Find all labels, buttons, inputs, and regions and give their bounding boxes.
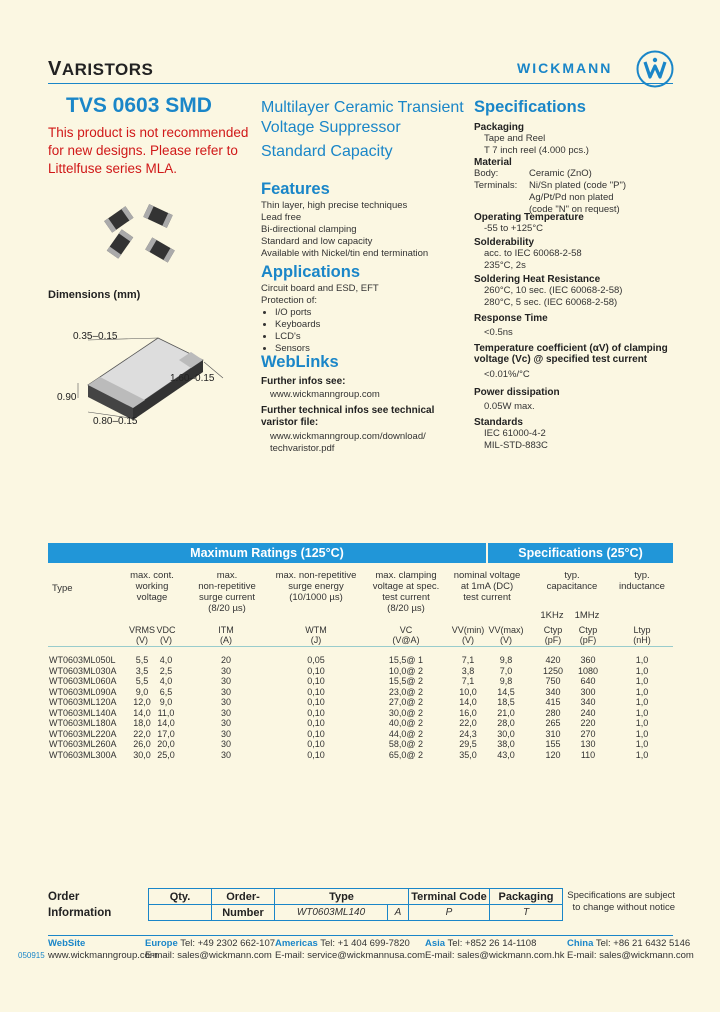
value-cell: 0,10 <box>307 707 325 718</box>
value-cell: 30 <box>220 686 231 697</box>
type-cell: WT0603ML180A <box>49 718 117 728</box>
value-cell: 30 <box>220 707 231 718</box>
value-cell: 9,0 <box>135 686 149 697</box>
unit-cell: (V) <box>500 635 512 645</box>
value-cell: 16,0 <box>459 707 477 718</box>
qty-field[interactable] <box>149 905 212 921</box>
col-clamp-header: max. clamping voltage at spec. test current (8/20 µs) <box>372 570 440 614</box>
value-cell: 17,0 <box>157 728 175 739</box>
value-cell: 29,5 <box>459 739 477 749</box>
dim-length-label: 1.60–0.15 <box>170 373 215 384</box>
value-cell: 7,0 <box>499 665 513 676</box>
value-cell: 0,10 <box>307 676 325 686</box>
value-cell: 310 <box>545 728 561 739</box>
specifications-list: Packaging Tape and Reel T 7 inch reel (4.000 pcs.) Material Body: Ceramic (ZnO) Terminals: Ni/Sn plated (code "P") Ag/Pt/Pd non plated (code "N" on request) Operating Temperature -55 to +125°C Solderability acc. to IEC 60068-2-58 235°C, 2s Soldering Heat Resistance 260°C, 10 sec. (IEC 60068-2-58) 280°C, 5 sec. (IEC 60068-2-58) Response Time <0.5ns Temperature coefficient (αV) of clamping voltage (Vc) @ specified test current <0.01%/°C Power dissipation 0.05W max. Standards IEC 61000-4-2 MIL-STD-883C <box>474 122 668 451</box>
order-information-label: Order Information <box>48 891 112 919</box>
further-technical-label: Further technical infos see technical varistor file: <box>261 405 435 428</box>
value-cell: 0,10 <box>307 749 325 760</box>
order-header: Order- <box>212 889 275 905</box>
symbol-cell: VRMS <box>128 625 155 635</box>
value-cell: 130 <box>580 739 596 749</box>
footer-rule <box>48 935 673 936</box>
value-cell: 27,0@ 2 <box>388 697 424 707</box>
value-cell: 65,0@ 2 <box>388 749 424 760</box>
value-cell: 1,0 <box>635 718 649 728</box>
value-cell: 44,0@ 2 <box>388 728 424 739</box>
footer-website: WebSite www.wickmanngroup.com <box>48 938 158 961</box>
footer-china: China Tel: +86 21 6432 5146 E-mail: sales@wickmann.com <box>567 938 694 961</box>
value-cell: 24,3 <box>459 728 477 739</box>
value-cell: 1,0 <box>635 655 649 665</box>
symbol-cell: ITM <box>218 625 234 635</box>
value-cell: 22,0 <box>459 718 477 728</box>
value-cell: 1,0 <box>635 676 649 686</box>
table-row <box>48 666 673 676</box>
value-cell: 4,0 <box>159 676 173 686</box>
value-cell: 10,0@ 2 <box>388 665 424 676</box>
value-cell: 0,10 <box>307 665 325 676</box>
table-row <box>48 750 673 760</box>
symbol-cell: VV(min) <box>451 625 485 635</box>
table-row <box>48 739 673 749</box>
chip-components-image <box>100 200 190 270</box>
further-infos-label: Further infos see: <box>261 376 346 387</box>
value-cell: 11,0 <box>157 707 175 718</box>
symbol-cell: VC <box>399 625 413 635</box>
value-cell: 220 <box>580 718 596 728</box>
type-cell: WT0603ML140A <box>49 707 117 718</box>
type-cell: WT0603ML300A <box>49 749 117 760</box>
col-working-header: max. cont. working voltage <box>130 570 174 603</box>
value-cell: 3,8 <box>461 665 475 676</box>
freq-1mhz-label: 1MHz <box>574 610 600 621</box>
symbol-cell: WTM <box>305 625 327 635</box>
table-row <box>48 718 673 728</box>
value-cell: 265 <box>545 718 561 728</box>
value-cell: 15,5@ 2 <box>388 676 424 686</box>
type-value: WT0603ML140 <box>275 905 388 921</box>
type-cell: WT0603ML220A <box>49 728 117 739</box>
value-cell: 30 <box>220 665 231 676</box>
type-cell: WT0603ML050L <box>49 655 116 665</box>
max-ratings-header: Maximum Ratings (125°C) <box>48 543 486 563</box>
table-row <box>48 708 673 718</box>
unit-cell: (V) <box>160 635 172 645</box>
value-cell: 5,5 <box>135 676 149 686</box>
value-cell: 3,5 <box>135 665 149 676</box>
symbol-cell: Ltyp <box>633 625 651 635</box>
unit-row <box>48 635 673 645</box>
value-cell: 1,0 <box>635 665 649 676</box>
value-cell: 58,0@ 2 <box>388 739 424 749</box>
unit-cell: (V) <box>462 635 474 645</box>
value-cell: 5,5 <box>135 655 149 665</box>
value-cell: 270 <box>580 728 596 739</box>
symbol-cell: VV(max) <box>488 625 524 635</box>
value-cell: 110 <box>580 749 596 760</box>
specifications-title: Specifications <box>474 98 586 116</box>
value-cell: 750 <box>545 676 561 686</box>
value-cell: 43,0 <box>497 749 515 760</box>
value-cell: 2,5 <box>159 665 173 676</box>
value-cell: 14,0 <box>157 718 175 728</box>
value-cell: 30 <box>220 739 231 749</box>
value-cell: 0,10 <box>307 728 325 739</box>
symbol-cell: Ctyp <box>578 625 598 635</box>
value-cell: 9,8 <box>499 676 513 686</box>
value-cell: 26,0 <box>133 739 151 749</box>
table-row <box>48 697 673 707</box>
value-cell: 1,0 <box>635 686 649 697</box>
value-cell: 1250 <box>542 665 564 676</box>
value-cell: 23,0@ 2 <box>388 686 424 697</box>
packaging-value: T <box>490 905 563 921</box>
value-cell: 20 <box>220 655 231 665</box>
value-cell: 10,0 <box>459 686 477 697</box>
qty-header: Qty. <box>149 889 212 905</box>
type-cell: WT0603ML090A <box>49 686 117 697</box>
value-cell: 30,0@ 2 <box>388 707 424 718</box>
number-header: Number <box>212 905 275 921</box>
table-row <box>48 729 673 739</box>
dim-height-label: 0.90 <box>57 392 77 403</box>
value-cell: 14,0 <box>133 707 151 718</box>
value-cell: 9,0 <box>159 697 173 707</box>
value-cell: 30 <box>220 697 231 707</box>
value-cell: 1,0 <box>635 707 649 718</box>
weblink-1[interactable]: www.wickmanngroup.com <box>270 389 380 400</box>
value-cell: 7,1 <box>461 655 475 665</box>
unit-cell: (nH) <box>633 635 651 645</box>
value-cell: 0,05 <box>307 655 325 665</box>
table-row <box>48 687 673 697</box>
value-cell: 18,0 <box>133 718 151 728</box>
type-suffix-value: A <box>388 905 409 921</box>
value-cell: 35,0 <box>459 749 477 760</box>
applications-title: Applications <box>261 263 361 281</box>
value-cell: 240 <box>580 707 596 718</box>
value-cell: 15,5@ 1 <box>388 655 424 665</box>
value-cell: 340 <box>580 697 596 707</box>
symbol-cell: Ctyp <box>543 625 563 635</box>
value-cell: 30 <box>220 718 231 728</box>
value-cell: 360 <box>580 655 596 665</box>
specifications-note: Specifications are subject to change without notice <box>567 890 675 913</box>
footer-date: 050915 <box>18 951 45 960</box>
applications-list: Circuit board and ESD, EFT Protection of: • I/O ports • Keyboards • LCD's • Sensors <box>261 283 379 355</box>
symbol-cell: VDC <box>156 625 176 635</box>
unit-cell: (J) <box>310 635 322 645</box>
dim-width-label: 0.35–0.15 <box>73 331 118 342</box>
packaging-header: Packaging <box>490 889 563 905</box>
col-energy-header: max. non-repetitive surge energy (10/1000 µs) <box>275 570 357 603</box>
col-type-header: Type <box>52 583 73 594</box>
specifications-header: Specifications (25°C) <box>488 543 673 563</box>
value-cell: 25,0 <box>157 749 175 760</box>
terminal-code-header: Terminal Code <box>409 889 490 905</box>
value-cell: 0,10 <box>307 686 325 697</box>
table-rule <box>48 646 673 647</box>
value-cell: 280 <box>545 707 561 718</box>
type-header: Type <box>275 889 409 905</box>
table-row <box>48 676 673 686</box>
capacity-label: Standard Capacity <box>261 143 393 160</box>
value-cell: 415 <box>545 697 561 707</box>
dim-depth-label: 0.80–0.15 <box>93 416 138 427</box>
value-cell: 7,1 <box>461 676 475 686</box>
value-cell: 18,5 <box>497 697 515 707</box>
type-cell: WT0603ML260A <box>49 739 117 749</box>
type-cell: WT0603ML060A <box>49 676 117 686</box>
value-cell: 38,0 <box>497 739 515 749</box>
value-cell: 155 <box>545 739 561 749</box>
symbol-row <box>48 625 673 635</box>
value-cell: 6,5 <box>159 686 173 697</box>
unit-cell: (pF) <box>544 635 562 645</box>
weblinks-title: WebLinks <box>261 353 339 371</box>
freq-1khz-label: 1KHz <box>540 610 564 621</box>
value-cell: 12,0 <box>133 697 151 707</box>
value-cell: 21,0 <box>497 707 515 718</box>
value-cell: 30 <box>220 676 231 686</box>
table-row <box>48 655 673 665</box>
unit-cell: (V@A) <box>392 635 420 645</box>
type-cell: WT0603ML120A <box>49 697 117 707</box>
col-capacitance-header: typ. capacitance <box>546 570 598 592</box>
product-description: Multilayer Ceramic Transient Voltage Suppressor <box>261 99 464 136</box>
not-recommended-warning: This product is not recommended for new designs. Please refer to Littelfuse series MLA. <box>48 125 249 176</box>
header-rule <box>48 83 673 84</box>
col-nominal-header: nominal voltage at 1mA (DC) test current <box>453 570 521 603</box>
value-cell: 1,0 <box>635 739 649 749</box>
value-cell: 14,5 <box>497 686 515 697</box>
value-cell: 30 <box>220 749 231 760</box>
col-surge-header: max. non-repetitive surge current (8/20 µs) <box>198 570 256 614</box>
brand-name: WICKMANN <box>517 60 613 76</box>
unit-cell: (A) <box>220 635 232 645</box>
value-cell: 40,0@ 2 <box>388 718 424 728</box>
type-cell: WT0603ML030A <box>49 665 117 676</box>
value-cell: 120 <box>545 749 561 760</box>
value-cell: 14,0 <box>459 697 477 707</box>
col-inductance-header: typ. inductance <box>619 570 665 592</box>
value-cell: 640 <box>580 676 596 686</box>
value-cell: 1,0 <box>635 749 649 760</box>
value-cell: 30 <box>220 728 231 739</box>
value-cell: 0,10 <box>307 739 325 749</box>
value-cell: 1,0 <box>635 728 649 739</box>
value-cell: 1,0 <box>635 697 649 707</box>
value-cell: 20,0 <box>157 739 175 749</box>
terminal-code-value: P <box>409 905 490 921</box>
features-title: Features <box>261 180 330 198</box>
value-cell: 0,10 <box>307 697 325 707</box>
value-cell: 300 <box>580 686 596 697</box>
unit-cell: (V) <box>136 635 148 645</box>
value-cell: 340 <box>545 686 561 697</box>
section-title: VARISTORS <box>48 58 154 80</box>
dimensions-title: Dimensions (mm) <box>48 289 141 301</box>
value-cell: 30,0 <box>133 749 151 760</box>
product-title: TVS 0603 SMD <box>66 94 212 117</box>
value-cell: 4,0 <box>159 655 173 665</box>
order-table <box>148 888 563 921</box>
footer-asia: Asia Tel: +852 26 14-1108 E-mail: sales@wickmann.com.hk <box>425 938 565 961</box>
features-list: Thin layer, high precise techniques Lead free Bi-directional clamping Standard and low capacity Available with Nickel/tin end termination <box>261 200 429 259</box>
footer-americas: Americas Tel: +1 404 699-7820 E-mail: service@wickmannusa.com <box>275 938 426 961</box>
value-cell: 9,8 <box>499 655 513 665</box>
weblink-2[interactable]: www.wickmanngroup.com/download/ techvaristor.pdf <box>270 431 426 454</box>
value-cell: 22,0 <box>133 728 151 739</box>
value-cell: 420 <box>545 655 561 665</box>
value-cell: 0,10 <box>307 718 325 728</box>
footer-europe: Europe Tel: +49 2302 662-107 E-mail: sales@wickmann.com <box>145 938 276 961</box>
unit-cell: (pF) <box>579 635 597 645</box>
value-cell: 28,0 <box>497 718 515 728</box>
value-cell: 30,0 <box>497 728 515 739</box>
value-cell: 1080 <box>577 665 599 676</box>
